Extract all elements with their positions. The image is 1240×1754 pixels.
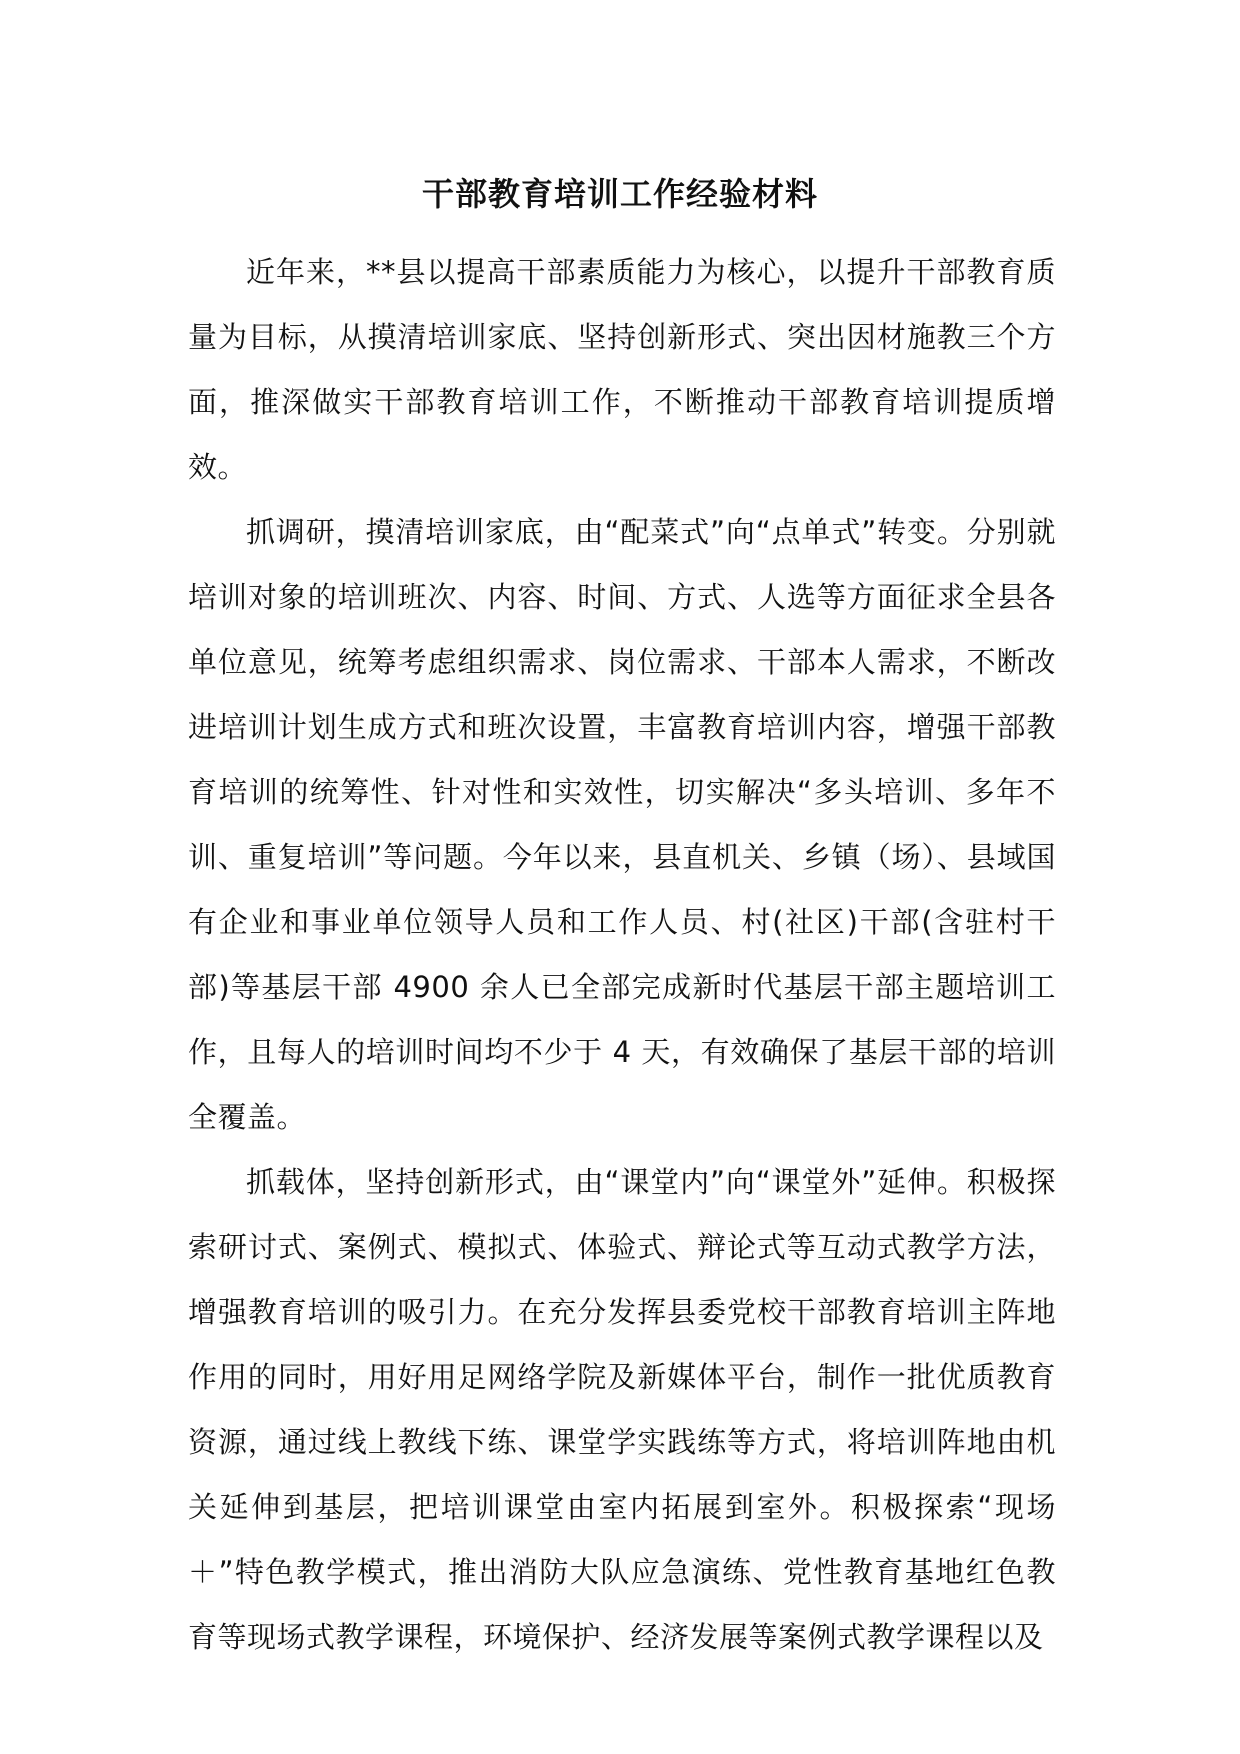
document-title: 干部教育培训工作经验材料 bbox=[421, 175, 818, 213]
paragraph-intro: 近年来，**县以提高干部素质能力为核心，以提升干部教育质量为目标，从摸清培训家底、坚持创新形式、突出因材施教三个方面，推深做实干部教育培训工作，不断推动干部教育培训提质增效。 bbox=[188, 255, 1056, 484]
document-body bbox=[188, 240, 1056, 1670]
paragraph-carrier: 抓载体，坚持创新形式，由“课堂内”向“课堂外”延伸。积极探索研讨式、案例式、模拟式、体验式、辩论式等互动式教学方法，增强教育培训的吸引力。在充分发挥县委党校干部教育培训主阵地作用的同时，用好用足网络学院及新媒体平台，制作一批优质教育资源，通过线上教线下练、课堂学实践练等方式，将培训阵地由机关延伸到基层，把培训课堂由室内拓展到室外。积极探索“现场＋”特色教学模式，推出消防大队应急演练、党性教育基地红色教育等现场式教学课程，环境保护、经济发展等案例式教学课程以及 bbox=[188, 1165, 1056, 1654]
paragraph-research: 抓调研，摸清培训家底，由“配菜式”向“点单式”转变。分别就培训对象的培训班次、内容、时间、方式、人选等方面征求全县各单位意见，统筹考虑组织需求、岗位需求、干部本人需求，不断改进培训计划生成方式和班次设置，丰富教育培训内容，增强干部教育培训的统筹性、针对性和实效性，切实解决“多头培训、多年不训、重复培训”等问题。今年以来，县直机关、乡镇（场）、县域国有企业和事业单位领导人员和工作人员、村(社区)干部(含驻村干部)等基层干部 4900 余人已全部完成新时代基层干部主题培训工作，且每人的培训时间均不少于 4 天，有效确保了基层干部的培训全覆盖。 bbox=[188, 515, 1056, 1134]
